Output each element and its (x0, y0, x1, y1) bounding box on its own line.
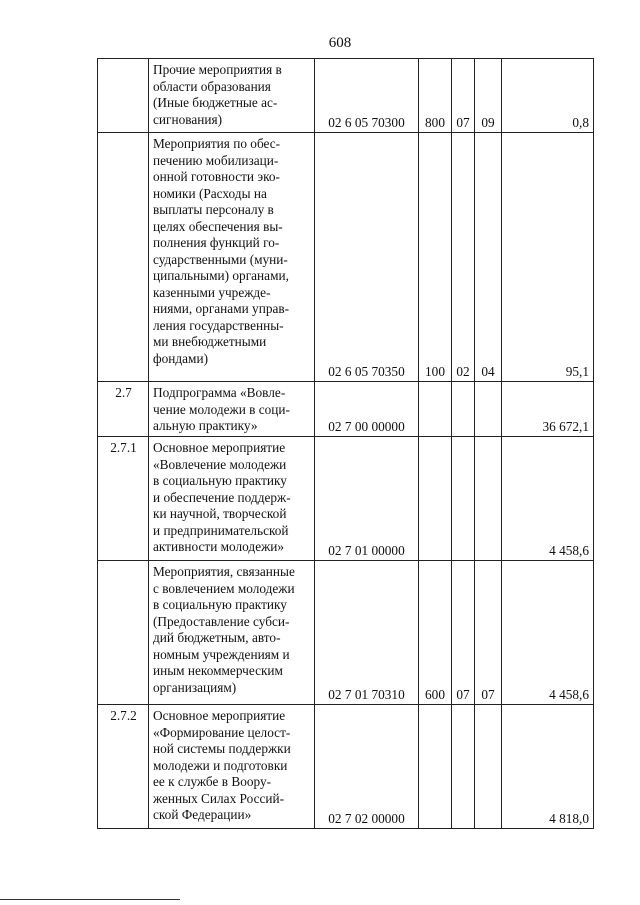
page-number: 608 (328, 35, 352, 51)
row-name: Мероприятия по обес- печению мобилизаци- онной готовности эко- номики (Расходы на выплаты персоналу в целях обеспечения вы- полнения функций го- сударственными (муни- ципальными) органами, казенными учрежде- ниями, органами управ- ления государственны- ми внебюджетными фондами) (149, 133, 315, 382)
row-name: Основное мероприятие «Формирование целост- ной системы поддержки молодежи и подготовки ее к службе в Воору- женных Силах Россий- ской Федерации» (149, 705, 315, 829)
section-code (452, 705, 475, 829)
section-code: 07 (452, 59, 475, 133)
subsection-code (475, 437, 502, 561)
expense-type (419, 382, 452, 437)
row-name: Мероприятия, связанные с вовлечением молодежи в социальную практику (Предоставление субси- дий бюджетным, авто- номным учреждениям и иным некоммерческим организациям) (149, 561, 315, 705)
section-code: 07 (452, 561, 475, 705)
subsection-code: 09 (475, 59, 502, 133)
row-number (98, 59, 149, 133)
target-code: 02 7 01 70310 (315, 561, 419, 705)
expense-type: 800 (419, 59, 452, 133)
row-name: Основное мероприятие «Вовлечение молодежи в социальную практику и обеспечение поддерж- ки научной, творческой и предпринимательской активности молодежи» (149, 437, 315, 561)
section-code (452, 437, 475, 561)
row-amount: 4 458,6 (502, 561, 594, 705)
target-code: 02 6 05 70350 (315, 133, 419, 382)
subsection-code (475, 705, 502, 829)
expense-type: 600 (419, 561, 452, 705)
table-row (98, 382, 594, 437)
target-code: 02 7 00 00000 (315, 382, 419, 437)
table-row (98, 437, 594, 561)
expense-type (419, 705, 452, 829)
target-code: 02 6 05 70300 (315, 59, 419, 133)
row-name: Прочие мероприятия в области образования (Иные бюджетные ас- сигнования) (149, 59, 315, 133)
row-amount: 4 458,6 (502, 437, 594, 561)
row-amount: 0,8 (502, 59, 594, 133)
section-code (452, 382, 475, 437)
table-row (98, 705, 594, 829)
table-row (98, 59, 594, 133)
row-number (98, 133, 149, 382)
bottom-rule (0, 899, 180, 900)
subsection-code: 04 (475, 133, 502, 382)
row-number: 2.7 (98, 382, 149, 437)
target-code: 02 7 02 00000 (315, 705, 419, 829)
target-code: 02 7 01 00000 (315, 437, 419, 561)
row-amount: 95,1 (502, 133, 594, 382)
section-code: 02 (452, 133, 475, 382)
expense-type: 100 (419, 133, 452, 382)
row-number: 2.7.1 (98, 437, 149, 561)
row-number (98, 561, 149, 705)
table-row (98, 561, 594, 705)
budget-table (97, 58, 594, 829)
row-amount: 4 818,0 (502, 705, 594, 829)
expense-type (419, 437, 452, 561)
row-amount: 36 672,1 (502, 382, 594, 437)
row-name: Подпрограмма «Вовле- чение молодежи в соци- альную практику» (149, 382, 315, 437)
subsection-code (475, 382, 502, 437)
row-number: 2.7.2 (98, 705, 149, 829)
table-row (98, 133, 594, 382)
subsection-code: 07 (475, 561, 502, 705)
